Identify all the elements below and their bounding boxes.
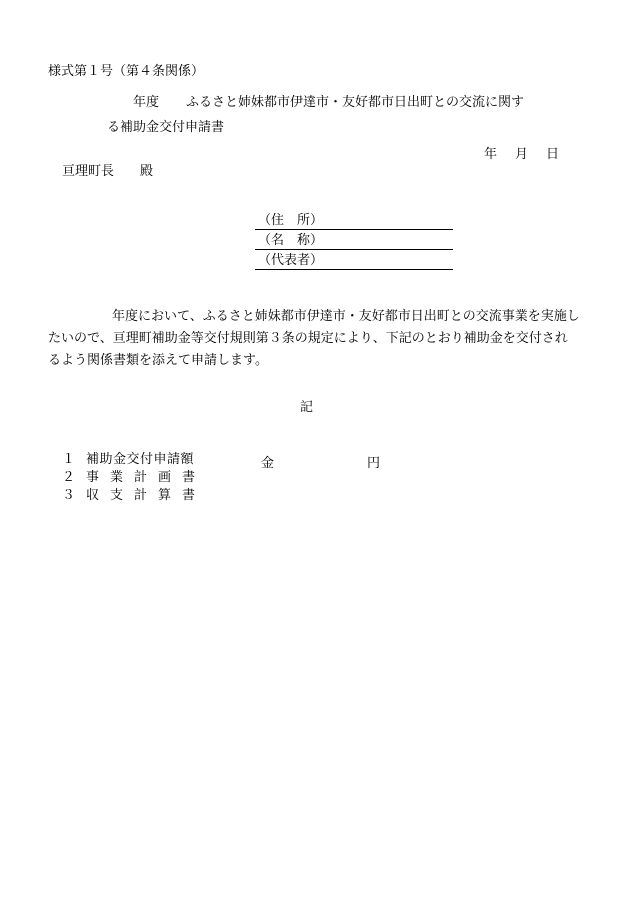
item-number: ３	[62, 488, 76, 503]
application-body	[48, 306, 580, 372]
ki-heading: 記	[300, 400, 314, 415]
document-title-line1	[133, 95, 524, 111]
applicant-address-label: （住 所）	[258, 213, 324, 228]
applicant-name-label: （名 称）	[258, 233, 324, 248]
amount-kin: 金	[261, 456, 275, 471]
form-number: 様式第１号（第４条関係）	[48, 64, 205, 79]
item-number: １	[62, 452, 76, 467]
addressee	[62, 164, 153, 180]
amount-en: 円	[367, 456, 381, 471]
list-item	[62, 488, 206, 504]
item-number: ２	[62, 470, 76, 485]
title-year: 年度	[133, 95, 160, 110]
addressee-honorific: 殿	[140, 164, 154, 179]
date-year: 年	[484, 147, 498, 162]
list-item	[62, 452, 194, 468]
item-label: 収支計算書	[86, 488, 207, 503]
application-body-text: 年度において、ふるさと姉妹都市伊達市・友好都市日出町との交流事業を実施したいので、亘理町補助金等交付規則第３条の規定により、下記のとおり補助金を交付されるよう関係書類を添えて申請します。	[48, 309, 580, 368]
item-label: 事業計画書	[86, 470, 207, 485]
date-month: 月	[515, 147, 529, 162]
list-item	[62, 470, 206, 486]
applicant-representative-field[interactable]	[255, 253, 453, 270]
applicant-address-field[interactable]	[255, 213, 453, 230]
addressee-name: 亘理町長	[62, 164, 115, 179]
applicant-name-field[interactable]	[255, 233, 453, 250]
date-line	[484, 147, 559, 163]
date-day: 日	[546, 147, 560, 162]
applicant-representative-label: （代表者）	[258, 253, 324, 268]
document-title-line2: る補助金交付申請書	[107, 120, 225, 135]
title-text-line1: ふるさと姉妹都市伊達市・友好都市日出町との交流に関す	[186, 95, 525, 110]
item-label: 補助金交付申請額	[86, 452, 195, 467]
